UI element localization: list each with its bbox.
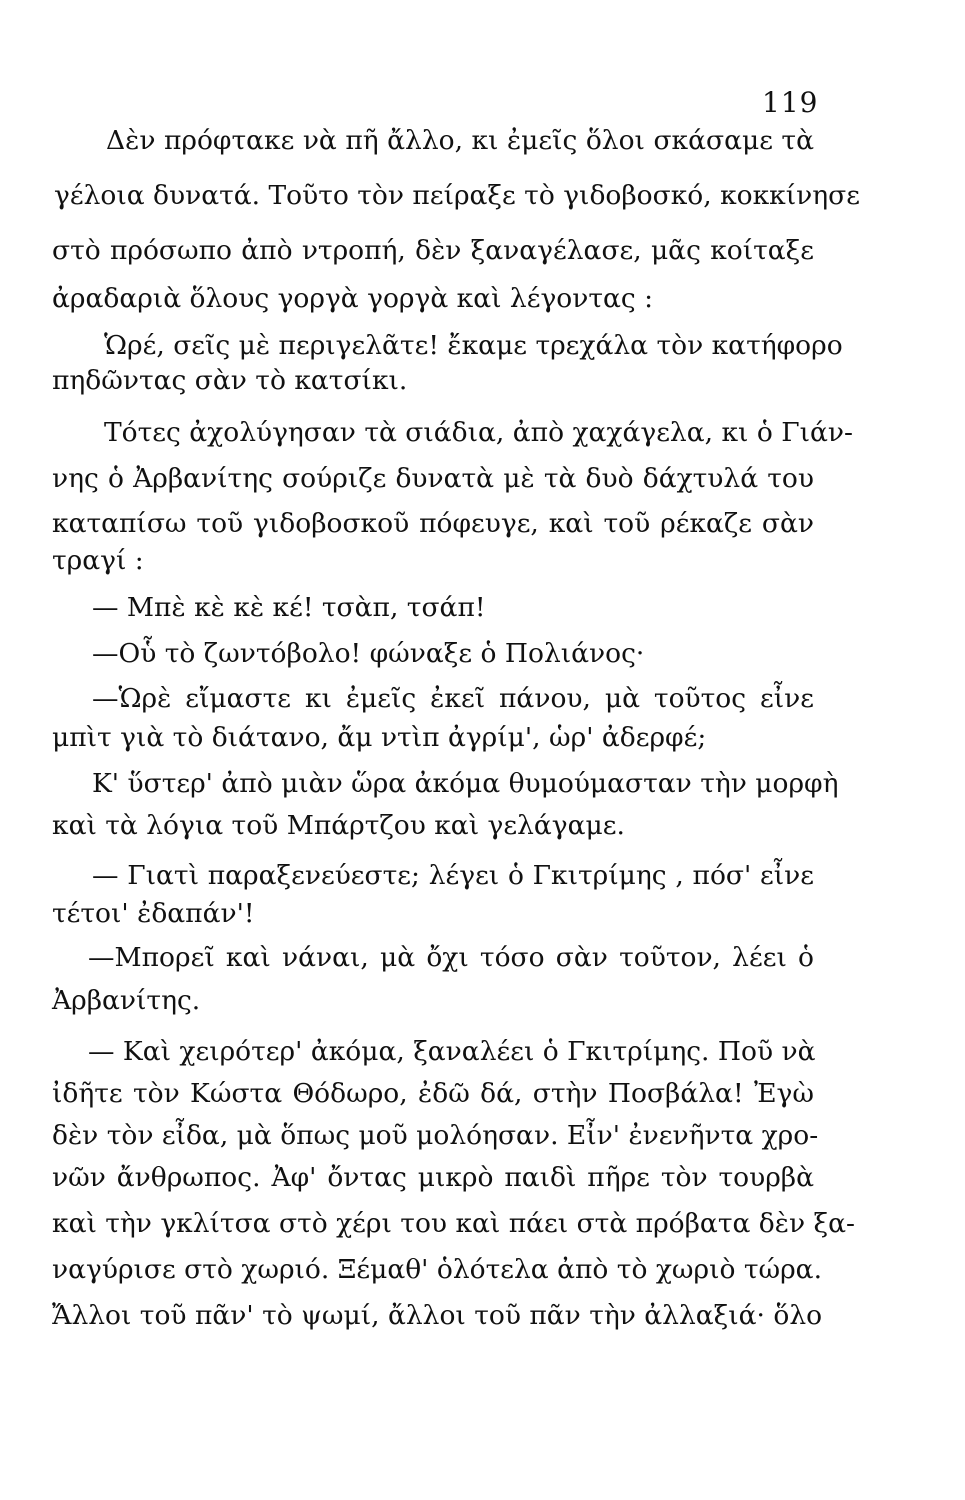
- text-line: στὸ πρόσωπο ἀπὸ ντροπή, δὲν ξαναγέλασε, μᾶς κοίταξε: [52, 235, 814, 266]
- text-line: δὲν τὸν εἶδα, μὰ ὅπως μοῦ μολόησαν. Εἶν' ἐνενῆντα χρο-: [52, 1120, 819, 1151]
- text-line: —Ὡρὲ εἴμαστε κι ἐμεῖς ἐκεῖ πάνου, μὰ τοῦτος εἶνε: [92, 683, 814, 714]
- text-line: Τότες ἀχολύγησαν τὰ σιάδια, ἀπὸ χαχάγελα, κι ὁ Γιάν-: [104, 417, 853, 448]
- text-line: Δὲν πρόφτακε νὰ πῆ ἄλλο, κι ἐμεῖς ὅλοι σκάσαμε τὰ: [106, 125, 814, 156]
- text-line: γέλοια δυνατά. Τοῦτο τὸν πείραξε τὸ γιδοβοσκό, κοκκίνησε: [54, 180, 860, 211]
- text-line: — Μπὲ κὲ κὲ κέ! τσὰπ, τσάπ!: [92, 592, 486, 623]
- text-line: —Οὗ τὸ ζωντόβολο! φώναξε ὁ Πολιάνος·: [92, 638, 645, 669]
- text-line: ἰδῆτε τὸν Κώστα Θόδωρο, ἐδῶ δά, στὴν Ποσβάλα! Ἐγὼ: [52, 1078, 814, 1109]
- text-line: ἀραδαριὰ ὅλους γοργὰ γοργὰ καὶ λέγοντας :: [52, 283, 654, 314]
- text-line: Ἄλλοι τοῦ πᾶν' τὸ ψωμί, ἄλλοι τοῦ πᾶν τὴν ἀλλαξιά· ὅλο: [52, 1300, 823, 1331]
- text-line: τέτοι' ἐδαπάν'!: [52, 898, 255, 929]
- text-line: Ὡρέ, σεῖς μὲ περιγελᾶτε! ἔκαμε τρεχάλα τὸν κατήφορο: [104, 330, 843, 361]
- text-line: πηδῶντας σὰν τὸ κατσίκι.: [52, 365, 408, 396]
- text-line: τραγί :: [52, 545, 144, 576]
- text-line: νῶν ἄνθρωπος. Ἀφ' ὄντας μικρὸ παιδὶ πῆρε τὸν τουρβὰ: [52, 1162, 814, 1193]
- text-line: νης ὁ Ἀρβανίτης σούριζε δυνατὰ μὲ τὰ δυὸ δάχτυλά του: [52, 463, 814, 494]
- page-number: 119: [762, 86, 819, 119]
- text-line: —Μπορεῖ καὶ νάναι, μὰ ὄχι τόσο σὰν τοῦτον, λέει ὁ: [88, 942, 814, 973]
- text-line: Κ' ὕστερ' ἀπὸ μιὰν ὥρα ἀκόμα θυμούμασταν τὴν μορφὴ: [92, 768, 839, 799]
- text-line: Ἀρβανίτης.: [52, 985, 201, 1016]
- text-line: μπὶτ γιὰ τὸ διάτανο, ἄμ ντὶπ ἀγρίμ', ὡρ' ἀδερφέ;: [52, 722, 707, 753]
- text-line: καταπίσω τοῦ γιδοβοσκοῦ πόφευγε, καὶ τοῦ ρέκαζε σὰν: [52, 508, 814, 539]
- text-line: ναγύρισε στὸ χωριό. Ξέμαθ' ὁλότελα ἀπὸ τὸ χωριὸ τώρα.: [52, 1254, 823, 1285]
- text-line: — Καὶ χειρότερ' ἀκόμα, ξαναλέει ὁ Γκιτρίμης. Ποῦ νὰ: [88, 1036, 816, 1067]
- text-line: καὶ τὰ λόγια τοῦ Μπάρτζου καὶ γελάγαμε.: [52, 810, 625, 841]
- text-line: — Γιατὶ παραξενεύεστε; λέγει ὁ Γκιτρίμης , πόσ' εἶνε: [92, 860, 814, 891]
- text-line: καὶ τὴν γκλίτσα στὸ χέρι του καὶ πάει στὰ πρόβατα δὲν ξα-: [52, 1208, 855, 1239]
